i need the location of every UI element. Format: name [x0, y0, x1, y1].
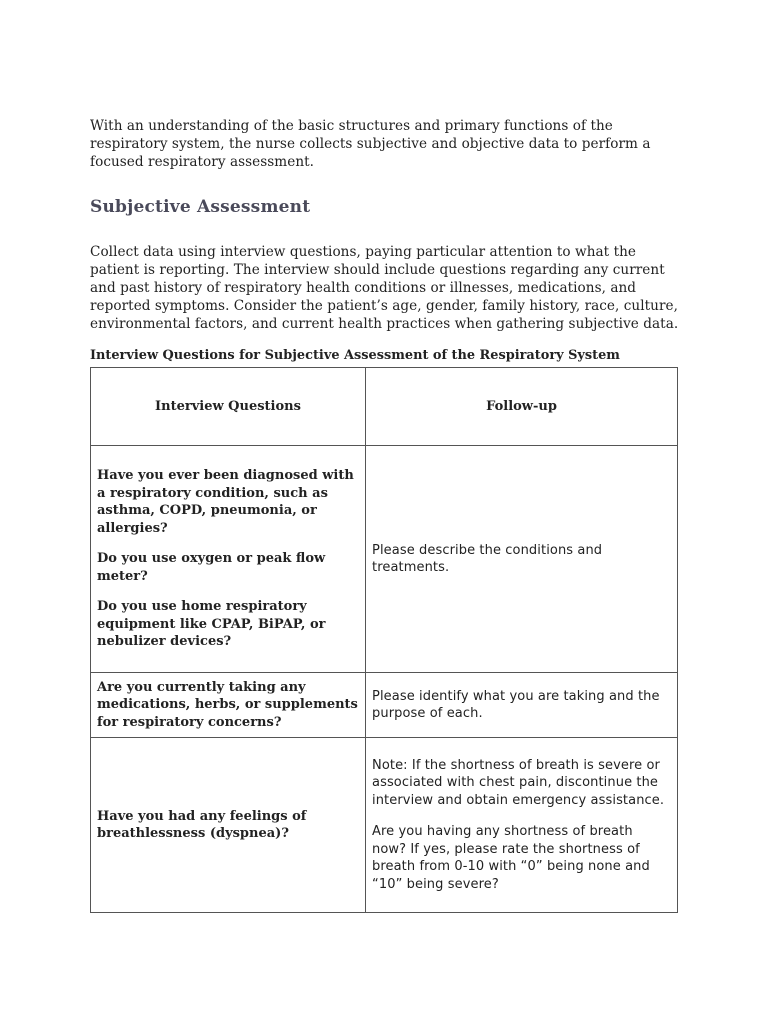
followup-cell	[366, 673, 678, 738]
table-caption: Interview Questions for Subjective Assessment of the Respiratory System	[90, 348, 620, 363]
interview-questions-table	[90, 367, 678, 913]
table-row	[91, 738, 678, 913]
question-cell	[91, 673, 366, 738]
header-interview-questions: Interview Questions	[91, 368, 366, 446]
followup-text: Note: If the shortness of breath is severe or associated with chest pain, discontinue the interview and obtain emergency assistance.	[372, 757, 665, 808]
question-text: Do you use home respiratory equipment like CPAP, BiPAP, or nebulizer devices?	[97, 599, 326, 650]
followup-cell	[366, 738, 678, 913]
table-header-row	[91, 368, 678, 446]
section-body-paragraph: Collect data using interview questions, paying particular attention to what the patient is reporting. The interview should include questions regarding any current and past history of respiratory health conditions or illnesses, medications, and reported symptoms. Consider the patient’s age, gender, family history, race, culture, environmental factors, and current health practices when gathering subjective data.	[90, 244, 679, 332]
question-text: Have you had any feelings of breathlessness (dyspnea)?	[97, 808, 307, 841]
question-cell	[91, 738, 366, 913]
followup-text: Please identify what you are taking and the purpose of each.	[372, 688, 660, 721]
question-text: Have you ever been diagnosed with a respiratory condition, such as asthma, COPD, pneumonia, or allergies?	[97, 468, 354, 536]
followup-text: Please describe the conditions and treatments.	[372, 542, 603, 575]
followup-text: Are you having any shortness of breath now? If yes, please rate the shortness of breath from 0-10 with “0” being none and “10” being severe?	[372, 824, 650, 892]
table-row	[91, 446, 678, 673]
followup-cell	[366, 446, 678, 673]
question-cell	[91, 446, 366, 673]
document-page	[90, 117, 680, 913]
intro-paragraph: With an understanding of the basic structures and primary functions of the respiratory system, the nurse collects subjective and objective data to perform a focused respiratory assessment.	[90, 118, 651, 170]
header-follow-up: Follow-up	[366, 368, 678, 446]
table-row	[91, 673, 678, 738]
section-heading: Subjective Assessment	[90, 197, 311, 217]
question-text: Do you use oxygen or peak flow meter?	[97, 551, 326, 584]
question-text: Are you currently taking any medications, herbs, or supplements for respiratory concerns?	[97, 679, 358, 730]
